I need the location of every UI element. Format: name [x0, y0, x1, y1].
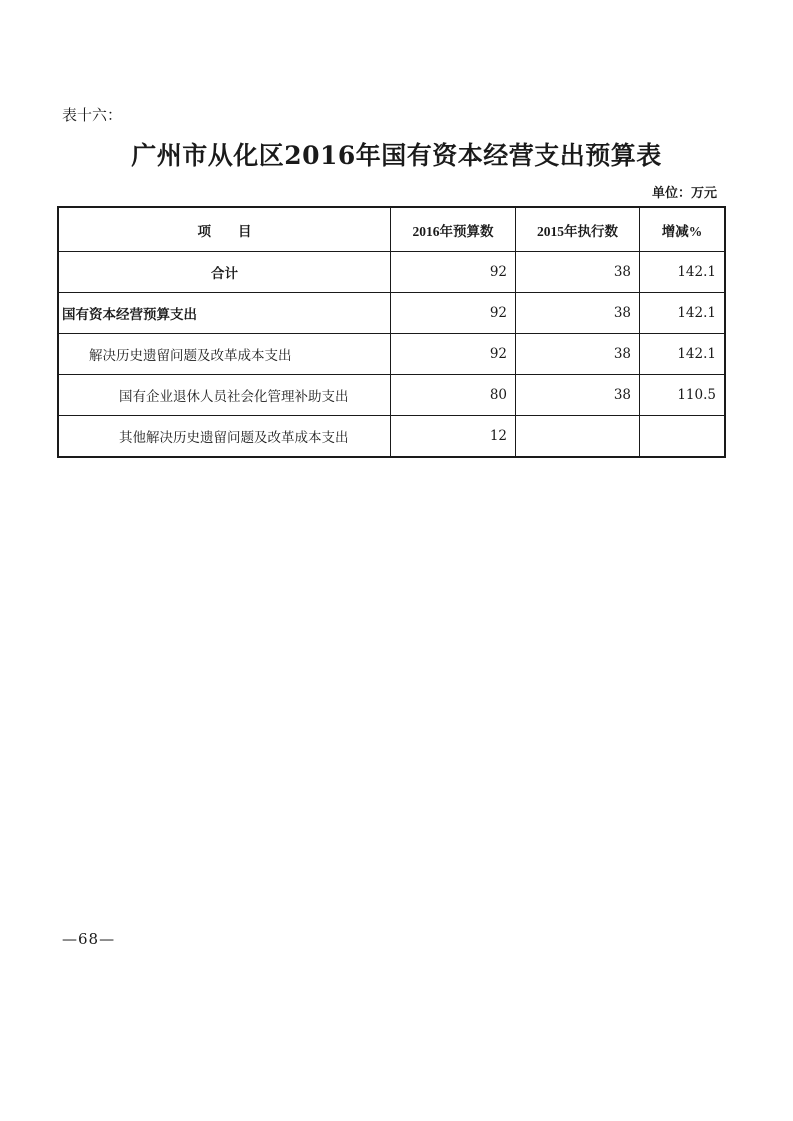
row-budget-2016: 92 [391, 252, 516, 293]
row-actual-2015: 38 [516, 334, 640, 375]
table-row-total [58, 252, 725, 293]
row-budget-2016: 92 [391, 293, 516, 334]
header-item: 项 目 [58, 207, 391, 252]
table-header [58, 207, 725, 252]
table-number-label: 表十六： [62, 106, 123, 124]
header-change-percent: 增减% [640, 207, 726, 252]
table-row [58, 334, 725, 375]
row-item-label: 解决历史遗留问题及改革成本支出 [58, 334, 391, 375]
row-actual-2015: 38 [516, 252, 640, 293]
row-item-label: 国有资本经营预算支出 [58, 293, 391, 334]
header-row [58, 207, 725, 252]
table-row [58, 416, 725, 458]
row-actual-2015: 38 [516, 293, 640, 334]
row-budget-2016: 12 [391, 416, 516, 458]
row-item-label: 合计 [58, 252, 391, 293]
table-body [58, 252, 725, 458]
document-title: 广州市从化区2016年国有资本经营支出预算表 [131, 141, 662, 170]
row-change-percent: 142.1 [640, 293, 726, 334]
row-budget-2016: 80 [391, 375, 516, 416]
budget-table [57, 206, 726, 458]
header-actual-2015: 2015年执行数 [516, 207, 640, 252]
row-change-percent: 110.5 [640, 375, 726, 416]
row-item-label: 其他解决历史遗留问题及改革成本支出 [58, 416, 391, 458]
row-actual-2015 [516, 416, 640, 458]
table-row [58, 293, 725, 334]
table-row [58, 375, 725, 416]
unit-label: 单位：万元 [651, 186, 717, 201]
row-change-percent [640, 416, 726, 458]
row-change-percent: 142.1 [640, 252, 726, 293]
header-budget-2016: 2016年预算数 [391, 207, 516, 252]
row-budget-2016: 92 [391, 334, 516, 375]
page-number: —68— [62, 930, 116, 948]
row-change-percent: 142.1 [640, 334, 726, 375]
row-item-label: 国有企业退休人员社会化管理补助支出 [58, 375, 391, 416]
row-actual-2015: 38 [516, 375, 640, 416]
